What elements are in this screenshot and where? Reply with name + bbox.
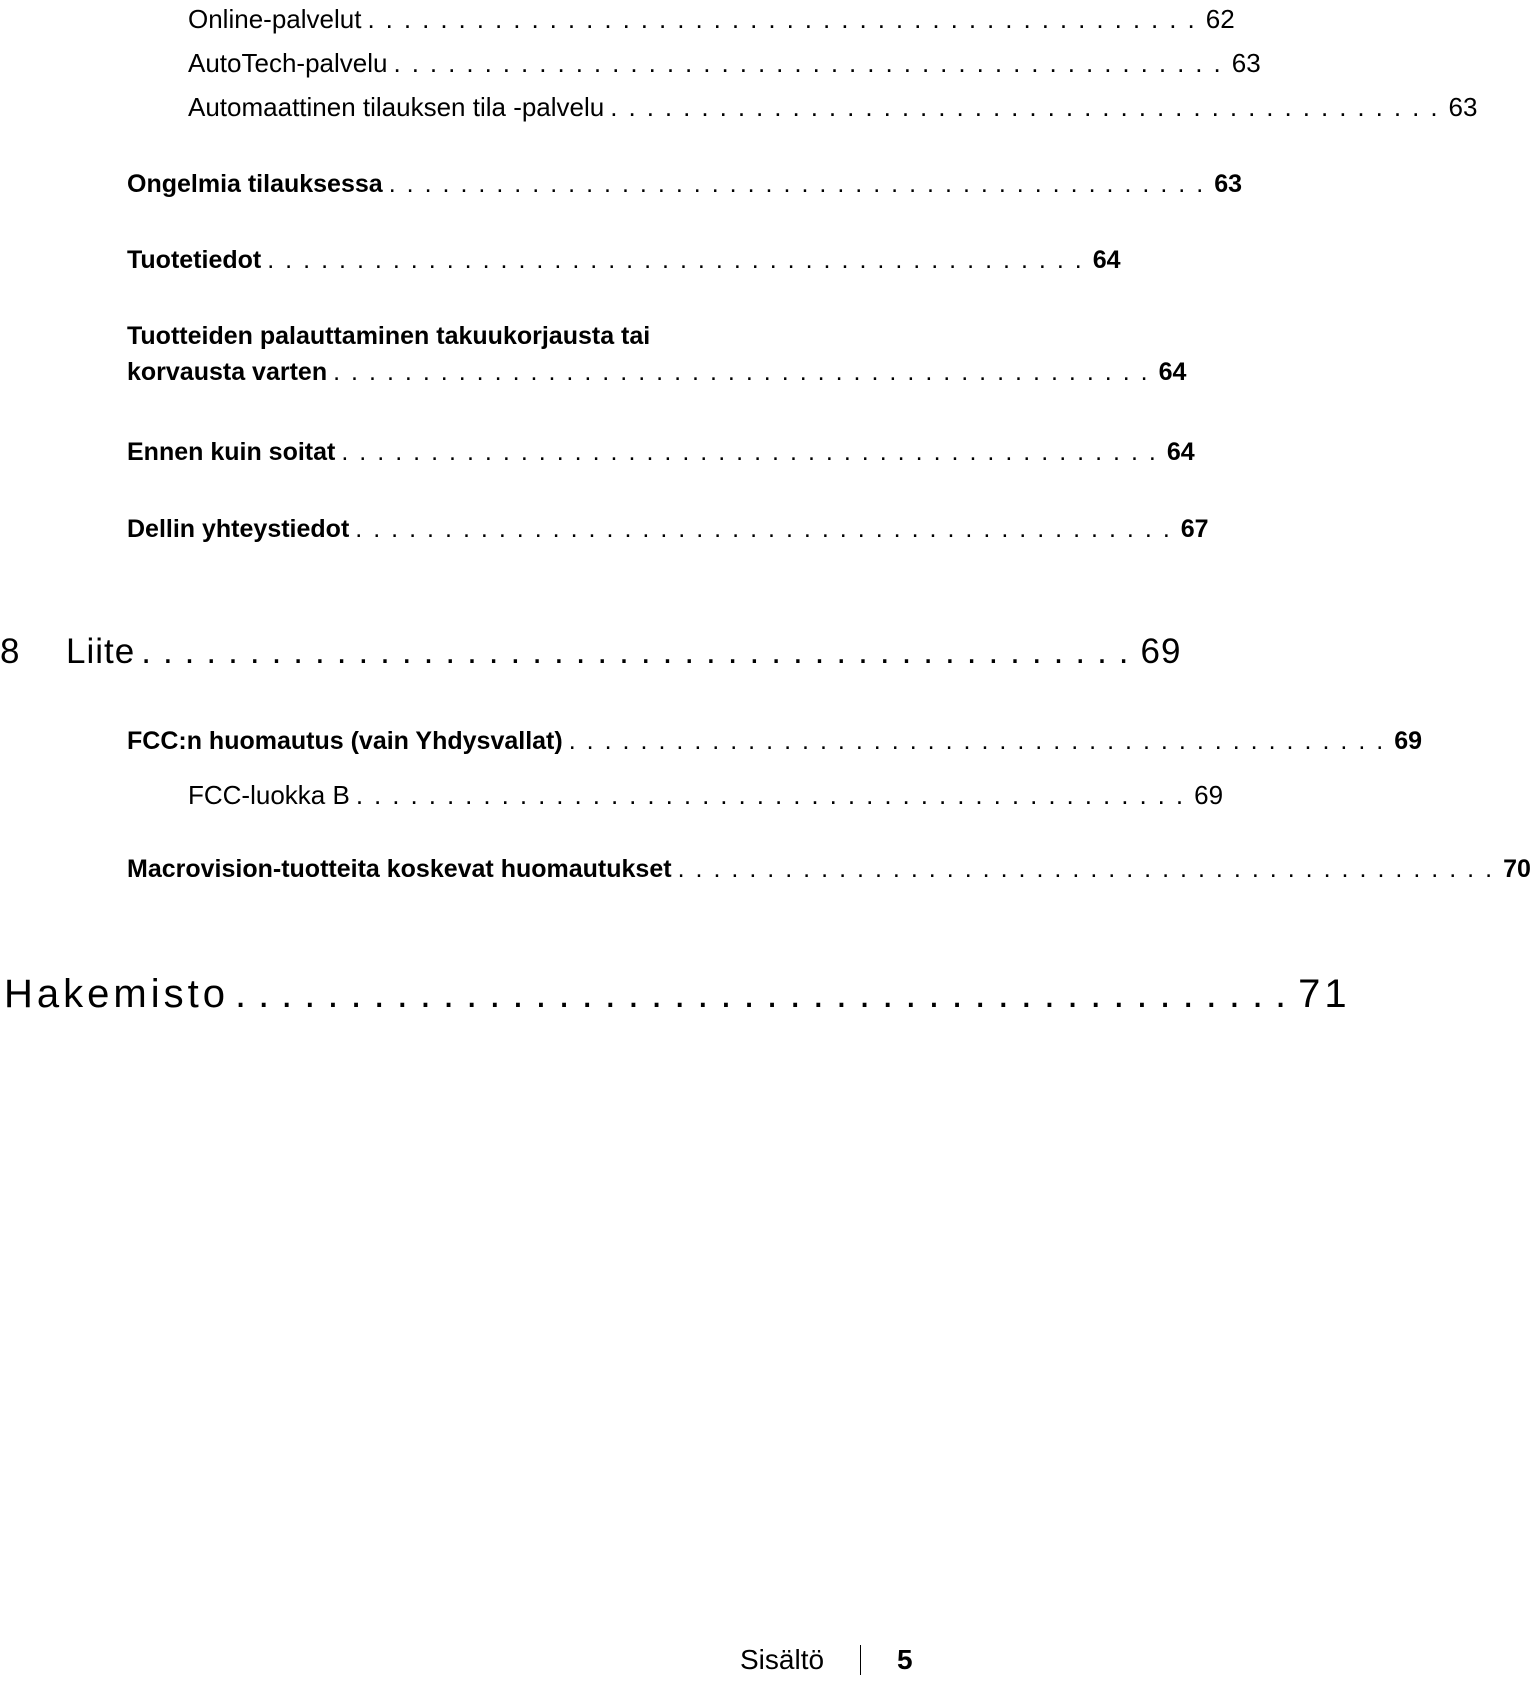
dot-leader: .............................................. (568, 727, 1395, 755)
toc-entry-macrovision[interactable] (127, 855, 1531, 884)
dot-leader: .............................................. (367, 4, 1206, 34)
toc-entry-online-palvelut[interactable] (188, 4, 1235, 35)
toc-entry-fcc[interactable] (127, 727, 1423, 756)
toc-entry-page: 62 (1205, 4, 1235, 34)
footer-separator (860, 1645, 861, 1675)
dot-leader: .............................................. (393, 48, 1232, 78)
toc-entry-palauttaminen[interactable] (127, 322, 1187, 387)
toc-entry-ennen[interactable] (127, 438, 1195, 467)
chapter-title: Hakemisto (4, 972, 229, 1016)
toc-entry-label: Ennen kuin soitat (127, 438, 336, 466)
toc-entry-label: AutoTech-palvelu (188, 48, 388, 78)
toc-entry-label-line1: Tuotteiden palauttaminen takuukorjausta tai (127, 322, 651, 350)
toc-entry-dellin[interactable] (127, 515, 1209, 544)
toc-entry-label: Online-palvelut (188, 4, 362, 34)
chapter-page: 69 (1140, 632, 1182, 671)
toc-entry-page: 63 (1231, 48, 1261, 78)
toc-entry-page: 67 (1180, 515, 1209, 543)
dot-leader: .............................................. (333, 358, 1159, 386)
footer-page-number: 5 (897, 1644, 913, 1675)
toc-entry-automaattinen[interactable] (188, 92, 1478, 123)
toc-entry-tuotetiedot[interactable] (127, 246, 1121, 275)
toc-entry-label: FCC-luokka B (188, 780, 350, 810)
toc-entry-label: Automaattinen tilauksen tila -palvelu (188, 92, 605, 122)
dot-leader: .............................................. (234, 972, 1299, 1016)
toc-entry-label: FCC:n huomautus (vain Yhdysvallat) (127, 727, 563, 755)
dot-leader: .............................................. (267, 246, 1093, 274)
toc-entry-page: 64 (1166, 438, 1195, 466)
toc-entry-label: Ongelmia tilauksessa (127, 170, 383, 198)
dot-leader: .............................................. (355, 515, 1181, 543)
toc-entry-page: 63 (1214, 170, 1243, 198)
toc-entry-label: Dellin yhteystiedot (127, 515, 350, 543)
toc-entry-page: 64 (1158, 358, 1187, 386)
toc-entry-page: 69 (1194, 780, 1224, 810)
toc-entry-page: 64 (1092, 246, 1121, 274)
chapter-title: Liite (66, 632, 136, 671)
toc-entry-page: 69 (1394, 727, 1423, 755)
toc-entry-fcc-b[interactable] (188, 780, 1224, 811)
dot-leader: .............................................. (677, 855, 1504, 883)
dot-leader: .............................................. (141, 632, 1141, 671)
toc-chapter-hakemisto[interactable] (4, 972, 1351, 1017)
toc-entry-ongelmia[interactable] (127, 170, 1243, 199)
chapter-number: 8 (0, 632, 21, 671)
dot-leader: .............................................. (610, 92, 1449, 122)
page-footer (740, 1644, 913, 1676)
toc-chapter-liite[interactable] (0, 632, 1182, 672)
toc-entry-label-line2: korvausta varten (127, 358, 328, 386)
toc-entry-autotech[interactable] (188, 48, 1261, 79)
footer-section-name: Sisältö (740, 1644, 825, 1675)
toc-entry-label: Macrovision-tuotteita koskevat huomautukset (127, 855, 672, 883)
dot-leader: .............................................. (355, 780, 1195, 810)
toc-entry-label: Tuotetiedot (127, 246, 262, 274)
toc-entry-page: 70 (1503, 855, 1531, 883)
toc-entry-page: 63 (1448, 92, 1478, 122)
dot-leader: .............................................. (341, 438, 1167, 466)
dot-leader: .............................................. (388, 170, 1215, 198)
chapter-page: 71 (1298, 972, 1351, 1016)
